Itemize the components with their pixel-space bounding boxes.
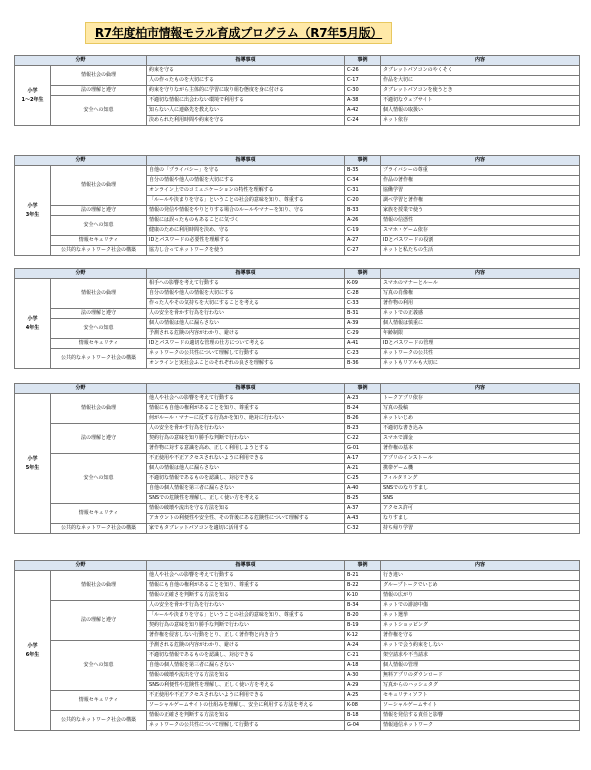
- jirei-cell: C-29: [345, 329, 381, 339]
- table-row: [15, 454, 580, 464]
- shido-cell: 「ルールや決まりを守る」ということの社会的意味を知り、尊重する: [147, 611, 345, 621]
- shido-cell: SNSでの危険性を理解し、正しく使い方を考える: [147, 494, 345, 504]
- shido-cell: 不適切な情報に出会わない環境で利用する: [147, 96, 345, 106]
- header-row: [15, 156, 580, 166]
- jirei-cell: A-37: [345, 504, 381, 514]
- category-cell: 情報セキュリティ: [51, 339, 147, 349]
- grade-label: 小学: [27, 315, 38, 322]
- naiyo-cell: 不適切なウェブサイト: [381, 96, 580, 106]
- shido-cell: 不正使用や不正アクセスされないように利用できる: [147, 454, 345, 464]
- jirei-cell: C-22: [345, 434, 381, 444]
- jirei-cell: B-23: [345, 424, 381, 434]
- jirei-cell: K-10: [345, 591, 381, 601]
- naiyo-cell: SNS: [381, 494, 580, 504]
- jirei-cell: A-29: [345, 681, 381, 691]
- shido-cell: 何がルール・マナーに反する行為かを知り、絶対に行わない: [147, 414, 345, 424]
- table-row: [15, 66, 580, 76]
- category-cell: 安全への知恵: [51, 96, 147, 126]
- jirei-cell: K-12: [345, 631, 381, 641]
- naiyo-cell: ネットワークの公共性: [381, 349, 580, 359]
- naiyo-cell: フィルタリング: [381, 474, 580, 484]
- shido-cell: 情報の破壊や流出を守る方法を知る: [147, 671, 345, 681]
- header-naiyo: 内容: [381, 561, 580, 571]
- table-row: [15, 691, 580, 701]
- header-jirei: 事例: [345, 561, 381, 571]
- naiyo-cell: 行き違い: [381, 571, 580, 581]
- table-row: [15, 641, 580, 651]
- table-row: [15, 424, 580, 434]
- shido-cell: 著作物に対する意識を高め、正しく利用しようとする: [147, 444, 345, 454]
- jirei-cell: A-30: [345, 671, 381, 681]
- jirei-cell: A-39: [345, 319, 381, 329]
- shido-cell: 自他の「プライバシー」を守る: [147, 166, 345, 176]
- shido-cell: 情報の発信や情報をやりとりする場合のルールやマナーを知り、守る: [147, 206, 345, 216]
- naiyo-cell: 情報通信ネットワーク: [381, 721, 580, 731]
- jirei-cell: A-23: [345, 394, 381, 404]
- naiyo-cell: 携帯ゲーム機: [381, 464, 580, 474]
- shido-cell: 契約行為の意味を知り勝手な判断で行わない: [147, 434, 345, 444]
- table-row: [15, 571, 580, 581]
- shido-cell: ネットワークの公共性について理解して行動する: [147, 721, 345, 731]
- category-cell: 公共的なネットワーク社会の構築: [51, 524, 147, 534]
- naiyo-cell: アクセス許可: [381, 504, 580, 514]
- naiyo-cell: 写真の肖像権: [381, 289, 580, 299]
- naiyo-cell: 無料アプリのダウンロード: [381, 671, 580, 681]
- shido-cell: 著作権を侵害しない行動をとり、正しく著作物と向き合う: [147, 631, 345, 641]
- header-bunya: 分野: [15, 56, 147, 66]
- category-cell: 情報社会の倫理: [51, 394, 147, 424]
- jirei-cell: B-20: [345, 611, 381, 621]
- grade-label: 小学: [27, 642, 38, 649]
- shido-cell: 相手への影響を考えて行動する: [147, 279, 345, 289]
- naiyo-cell: ネットいじめ: [381, 414, 580, 424]
- header-bunya: 分野: [15, 156, 147, 166]
- naiyo-cell: IDとパスワードの役割: [381, 236, 580, 246]
- jirei-cell: A-24: [345, 641, 381, 651]
- table-row: [15, 309, 580, 319]
- jirei-cell: A-25: [345, 691, 381, 701]
- shido-cell: 他人や社会への影響を考えて行動する: [147, 394, 345, 404]
- jirei-cell: B-31: [345, 309, 381, 319]
- grade-label: 1～2年生: [21, 96, 44, 103]
- jirei-cell: B-22: [345, 581, 381, 591]
- naiyo-cell: 協働学習: [381, 186, 580, 196]
- shido-cell: 人の安全を脅かす行為を行わない: [147, 424, 345, 434]
- naiyo-cell: ネットショッピング: [381, 621, 580, 631]
- naiyo-cell: スマホのマナーとルール: [381, 279, 580, 289]
- category-cell: 公共的なネットワーク社会の構築: [51, 711, 147, 731]
- table-row: [15, 319, 580, 329]
- grade-cell: [15, 279, 51, 369]
- naiyo-cell: 写真からのハッシュタグ: [381, 681, 580, 691]
- shido-cell: 約束を守る: [147, 66, 345, 76]
- category-cell: 法の理解と遵守: [51, 309, 147, 319]
- header-naiyo: 内容: [381, 384, 580, 394]
- jirei-cell: A-38: [345, 96, 381, 106]
- jirei-cell: C-33: [345, 299, 381, 309]
- jirei-cell: A-27: [345, 236, 381, 246]
- grade-label: 5年生: [25, 464, 40, 471]
- jirei-cell: G-04: [345, 721, 381, 731]
- jirei-cell: A-42: [345, 106, 381, 116]
- grade-label: 小学: [27, 202, 38, 209]
- shido-cell: 人の作ったものを大切にする: [147, 76, 345, 86]
- category-cell: 安全への知恵: [51, 454, 147, 504]
- naiyo-cell: ネット依存: [381, 116, 580, 126]
- header-row: [15, 56, 580, 66]
- shido-cell: SNSの利便性や危険性を理解し、正しく使い方を考える: [147, 681, 345, 691]
- naiyo-cell: ネット選挙: [381, 611, 580, 621]
- table-row: [15, 166, 580, 176]
- jirei-cell: K-08: [345, 701, 381, 711]
- jirei-cell: C-19: [345, 226, 381, 236]
- naiyo-cell: 調べ学習と著作権: [381, 196, 580, 206]
- grade-label: 3年生: [25, 211, 40, 218]
- jirei-cell: C-34: [345, 176, 381, 186]
- naiyo-cell: IDとパスワードの管理: [381, 339, 580, 349]
- naiyo-cell: タブレットパソコンを使うとき: [381, 86, 580, 96]
- shido-cell: 知らない人に連絡先を教えない: [147, 106, 345, 116]
- shido-cell: 協力し合ってネットワークを使う: [147, 246, 345, 256]
- shido-cell: 情報にも自他の権利があることを知り、尊重する: [147, 581, 345, 591]
- jirei-cell: C-20: [345, 196, 381, 206]
- jirei-cell: B-36: [345, 359, 381, 369]
- grade-cell: [15, 66, 51, 126]
- naiyo-cell: トークアプリ依存: [381, 394, 580, 404]
- jirei-cell: C-30: [345, 86, 381, 96]
- naiyo-cell: ネットと私たちの生活: [381, 246, 580, 256]
- naiyo-cell: なりすまし: [381, 514, 580, 524]
- shido-cell: 人の安全を脅かす行為を行わない: [147, 309, 345, 319]
- jirei-cell: C-31: [345, 186, 381, 196]
- jirei-cell: A-17: [345, 454, 381, 464]
- page-title: R7年度柏市情報モラル育成プログラム（R7年5月版）: [85, 22, 392, 44]
- shido-cell: 他人や社会への影響を考えて行動する: [147, 571, 345, 581]
- jirei-cell: B-26: [345, 414, 381, 424]
- jirei-cell: A-41: [345, 339, 381, 349]
- header-naiyo: 内容: [381, 56, 580, 66]
- jirei-cell: A-40: [345, 484, 381, 494]
- shido-cell: 個人の情報は他人に漏らさない: [147, 319, 345, 329]
- jirei-cell: B-34: [345, 601, 381, 611]
- naiyo-cell: 著作物の利用: [381, 299, 580, 309]
- shido-cell: 情報には誤ったものもあることに気づく: [147, 216, 345, 226]
- shido-cell: 自他の個人情報を第三者に漏らさない: [147, 484, 345, 494]
- grade-cell: [15, 166, 51, 256]
- naiyo-cell: 作品を大切に: [381, 76, 580, 86]
- naiyo-cell: スマホ・ゲーム依存: [381, 226, 580, 236]
- table-row: [15, 86, 580, 96]
- shido-cell: 予測される危険の内容がわかり、避ける: [147, 641, 345, 651]
- shido-cell: 人の安全を脅かす行為を行わない: [147, 601, 345, 611]
- table-row: [15, 349, 580, 359]
- shido-cell: 不適切な情報であるものを認識し、対応できる: [147, 651, 345, 661]
- shido-cell: 個人の情報は他人に漏らさない: [147, 464, 345, 474]
- shido-cell: 情報の正確さを判断する方法を知る: [147, 711, 345, 721]
- grade-table: [14, 383, 580, 534]
- grade-label: 6年生: [25, 651, 40, 658]
- header-jirei: 事例: [345, 269, 381, 279]
- header-shido: 指導事項: [147, 269, 345, 279]
- category-cell: 公共的なネットワーク社会の構築: [51, 246, 147, 256]
- jirei-cell: A-21: [345, 464, 381, 474]
- header-row: [15, 561, 580, 571]
- jirei-cell: C-21: [345, 651, 381, 661]
- jirei-cell: B-21: [345, 571, 381, 581]
- header-shido: 指導事項: [147, 384, 345, 394]
- shido-cell: オンラインと実社会ふことのそれぞれの良さを理解する: [147, 359, 345, 369]
- grade-label: 4年生: [25, 324, 40, 331]
- naiyo-cell: ネットで会う約束をしない: [381, 641, 580, 651]
- jirei-cell: K-09: [345, 279, 381, 289]
- header-jirei: 事例: [345, 56, 381, 66]
- jirei-cell: C-23: [345, 349, 381, 359]
- jirei-cell: C-32: [345, 524, 381, 534]
- shido-cell: 自分の情報や他人の情報を大切にする: [147, 289, 345, 299]
- category-cell: 情報社会の倫理: [51, 66, 147, 86]
- naiyo-cell: 架空請求や不当請求: [381, 651, 580, 661]
- naiyo-cell: 家族を授業で使う: [381, 206, 580, 216]
- category-cell: 情報社会の倫理: [51, 571, 147, 601]
- shido-cell: 約束を守りながら主体的に学習に取り組む態度を身に付ける: [147, 86, 345, 96]
- shido-cell: アカウントの利便性や安全性、その背後にある危険性について理解する: [147, 514, 345, 524]
- category-cell: 情報セキュリティ: [51, 236, 147, 246]
- jirei-cell: B-19: [345, 621, 381, 631]
- naiyo-cell: セキュリティソフト: [381, 691, 580, 701]
- naiyo-cell: 個人情報の管理: [381, 661, 580, 671]
- header-row: [15, 384, 580, 394]
- category-cell: 安全への知恵: [51, 641, 147, 691]
- grade-table: [14, 268, 580, 369]
- jirei-cell: B-25: [345, 494, 381, 504]
- shido-cell: 情報にも自他の権利があることを知り、尊重する: [147, 404, 345, 414]
- shido-cell: 情報の破壊や流出を守る方法を知る: [147, 504, 345, 514]
- category-cell: 情報社会の倫理: [51, 279, 147, 309]
- header-shido: 指導事項: [147, 156, 345, 166]
- category-cell: 情報セキュリティ: [51, 691, 147, 711]
- shido-cell: 作った人やその気持ちを大切にすることを考える: [147, 299, 345, 309]
- table-row: [15, 216, 580, 226]
- naiyo-cell: 写真の投稿: [381, 404, 580, 414]
- table-row: [15, 236, 580, 246]
- shido-cell: IDとパスワードの適切な管理の仕方について考える: [147, 339, 345, 349]
- naiyo-cell: 著作権を守る: [381, 631, 580, 641]
- category-cell: 情報セキュリティ: [51, 504, 147, 524]
- shido-cell: IDとパスワードの必要性を理解する: [147, 236, 345, 246]
- naiyo-cell: 持ち帰り学習: [381, 524, 580, 534]
- naiyo-cell: 不適切な書き込み: [381, 424, 580, 434]
- naiyo-cell: ネットもリアルも大切に: [381, 359, 580, 369]
- header-jirei: 事例: [345, 384, 381, 394]
- header-row: [15, 269, 580, 279]
- jirei-cell: C-24: [345, 116, 381, 126]
- shido-cell: 不適切な情報であるものを認識し、対応できる: [147, 474, 345, 484]
- jirei-cell: B-24: [345, 404, 381, 414]
- naiyo-cell: 年齢制限: [381, 329, 580, 339]
- jirei-cell: B-33: [345, 206, 381, 216]
- naiyo-cell: 情報の広がり: [381, 591, 580, 601]
- jirei-cell: A-18: [345, 661, 381, 671]
- naiyo-cell: ソーシャルゲームサイト: [381, 701, 580, 711]
- shido-cell: 決められた利用時間や約束を守る: [147, 116, 345, 126]
- shido-cell: 「ルールや決まりを守る」ということの社会的意味を知り、尊重する: [147, 196, 345, 206]
- naiyo-cell: 作品の著作権: [381, 176, 580, 186]
- header-jirei: 事例: [345, 156, 381, 166]
- naiyo-cell: スマホで課金: [381, 434, 580, 444]
- header-naiyo: 内容: [381, 269, 580, 279]
- naiyo-cell: 個人情報は慎重に: [381, 319, 580, 329]
- header-bunya: 分野: [15, 384, 147, 394]
- category-cell: 安全への知恵: [51, 319, 147, 339]
- shido-cell: オンライン上でのコミュニケーションの特性を理解する: [147, 186, 345, 196]
- naiyo-cell: 情報を発信する責任と影響: [381, 711, 580, 721]
- table-row: [15, 601, 580, 611]
- table-row: [15, 339, 580, 349]
- jirei-cell: C-27: [345, 246, 381, 256]
- shido-cell: 予測される危険の内容がわかり、避ける: [147, 329, 345, 339]
- category-cell: 法の理解と遵守: [51, 424, 147, 454]
- naiyo-cell: ネットでの正義感: [381, 309, 580, 319]
- jirei-cell: B-35: [345, 166, 381, 176]
- category-cell: 公共的なネットワーク社会の構築: [51, 349, 147, 369]
- category-cell: 情報社会の倫理: [51, 166, 147, 206]
- grade-label: 小学: [27, 455, 38, 462]
- shido-cell: 契約行為の意味を知り勝手な判断で行わない: [147, 621, 345, 631]
- jirei-cell: C-17: [345, 76, 381, 86]
- jirei-cell: B-18: [345, 711, 381, 721]
- shido-cell: 自他の個人情報を第三者に漏らさない: [147, 661, 345, 671]
- naiyo-cell: グループトークでいじめ: [381, 581, 580, 591]
- shido-cell: ネットワークの公共性について理解して行動する: [147, 349, 345, 359]
- jirei-cell: G-01: [345, 444, 381, 454]
- shido-cell: 情報の正確さを判断する方法を知る: [147, 591, 345, 601]
- shido-cell: ソーシャルゲームサイトの仕組みを理解し、安全に利用する方法を考える: [147, 701, 345, 711]
- header-naiyo: 内容: [381, 156, 580, 166]
- table-row: [15, 711, 580, 721]
- jirei-cell: A-26: [345, 216, 381, 226]
- header-shido: 指導事項: [147, 561, 345, 571]
- naiyo-cell: 著作権の基本: [381, 444, 580, 454]
- naiyo-cell: アプリのインストール: [381, 454, 580, 464]
- header-bunya: 分野: [15, 561, 147, 571]
- grade-label: 小学: [27, 87, 38, 94]
- shido-cell: 自分の情報や他人の情報を大切にする: [147, 176, 345, 186]
- jirei-cell: A-43: [345, 514, 381, 524]
- naiyo-cell: 個人情報の取扱い: [381, 106, 580, 116]
- jirei-cell: C-26: [345, 66, 381, 76]
- table-row: [15, 206, 580, 216]
- grade-cell: [15, 571, 51, 731]
- naiyo-cell: SNSでのなりすまし: [381, 484, 580, 494]
- table-row: [15, 504, 580, 514]
- category-cell: 法の理解と遵守: [51, 86, 147, 96]
- naiyo-cell: 情報の信憑性: [381, 216, 580, 226]
- table-row: [15, 279, 580, 289]
- naiyo-cell: ネットでの誹謗中傷: [381, 601, 580, 611]
- shido-cell: 不正使用や不正アクセスされないように利用できる: [147, 691, 345, 701]
- grade-table: [14, 155, 580, 256]
- naiyo-cell: タブレットパソコンのやくそく: [381, 66, 580, 76]
- category-cell: 安全への知恵: [51, 216, 147, 236]
- table-row: [15, 524, 580, 534]
- table-row: [15, 246, 580, 256]
- header-bunya: 分野: [15, 269, 147, 279]
- jirei-cell: C-28: [345, 289, 381, 299]
- table-row: [15, 394, 580, 404]
- category-cell: 法の理解と遵守: [51, 206, 147, 216]
- shido-cell: 家でもタブレットパソコンを適切に活用する: [147, 524, 345, 534]
- naiyo-cell: プライバシーの尊重: [381, 166, 580, 176]
- shido-cell: 健康のために利用時間を決め、守る: [147, 226, 345, 236]
- category-cell: 法の理解と遵守: [51, 601, 147, 641]
- table-row: [15, 96, 580, 106]
- header-shido: 指導事項: [147, 56, 345, 66]
- grade-cell: [15, 394, 51, 534]
- grade-table: [14, 55, 580, 126]
- jirei-cell: C-25: [345, 474, 381, 484]
- grade-table: [14, 560, 580, 731]
